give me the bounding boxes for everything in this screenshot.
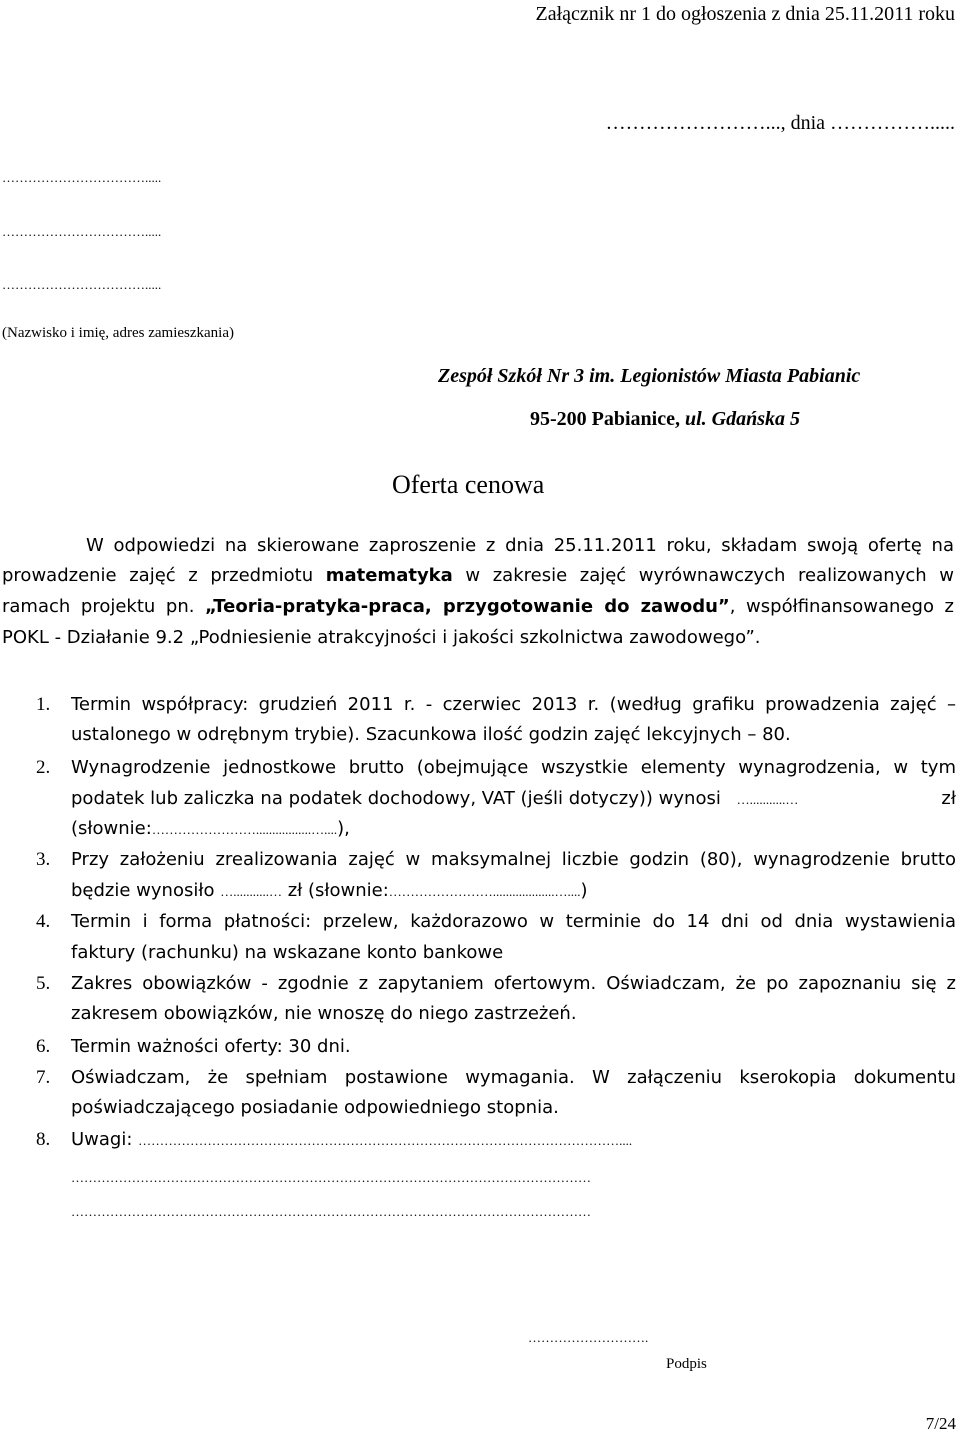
page-title: Oferta cenowa [392, 470, 545, 499]
subject-name: matematyka [325, 565, 453, 586]
item-number: 2. [36, 757, 51, 778]
item-number: 3. [36, 849, 51, 870]
words-close: ) [580, 880, 588, 901]
item-4-line-1 [71, 911, 956, 933]
recipient-address-prefix: 95-200 Pabianice, [530, 408, 685, 430]
currency-label: zł [941, 788, 956, 809]
remarks-dots-3: ………………………………………………………………………………………………………… [71, 1204, 591, 1219]
item-5-text-1: Zakres obowiązków - zgodnie z zapytaniem ofertowym. Oświadczam, że po zapoznaniu się z [71, 973, 956, 994]
item-7-line-2: poświadczającego posiadanie odpowiedniego stopnia. [71, 1097, 559, 1118]
address-line-1: ……………………………..... [2, 170, 162, 185]
signature-label: Podpis [666, 1356, 707, 1372]
words-dots: ……………………...................….... [388, 884, 581, 899]
item-number: 1. [36, 694, 51, 715]
item-1-text-1: Termin współpracy: grudzień 2011 r. - czerwiec 2013 r. (według grafiku prowadzenia zajęć – [71, 694, 956, 715]
address-line-2: ……………………………..... [2, 224, 162, 239]
address-line-3: ……………………………..... [2, 277, 162, 292]
item-2-line-2 [71, 788, 956, 811]
words-label: (słownie: [71, 818, 152, 839]
intro-text-3b: , współfinansowanego z [729, 596, 954, 617]
intro-line-3 [2, 596, 954, 618]
item-2-text-1: Wynagrodzenie jednostkowe brutto (obejmujące wszystkie elementy wynagrodzenia, w tym [71, 757, 956, 778]
item-2-line-3 [71, 818, 956, 841]
item-number: 6. [36, 1036, 51, 1057]
item-5-line-1 [71, 973, 956, 995]
recipient-address-street: ul. Gdańska 5 [685, 408, 801, 430]
item-3-text-1: Przy założeniu zrealizowania zajęć w maksymalnej liczbie godzin (80), wynagrodzenie brutto [71, 849, 956, 870]
intro-line-4: POKL - Działanie 9.2 „Podniesienie atrakcyjności i jakości szkolnictwa zawodowego”. [2, 627, 761, 648]
item-6-line-1: Termin ważności oferty: 30 dni. [71, 1036, 351, 1057]
intro-line-2 [2, 565, 954, 587]
item-number: 7. [36, 1067, 51, 1088]
amount-dots: …...........… [736, 792, 799, 807]
item-1-line-1 [71, 694, 956, 716]
remarks-label: Uwagi: [71, 1129, 133, 1150]
item-5-line-2: zakresem obowiązków, nie wnoszę do niego zastrzeżeń. [71, 1003, 577, 1024]
item-3-line-2 [71, 880, 956, 903]
intro-line-1 [86, 535, 954, 557]
item-number: 4. [36, 911, 51, 932]
item-number: 8. [36, 1129, 51, 1150]
item-3-text-2: będzie wynosiło [71, 880, 215, 901]
signature-line: ………………………. [528, 1330, 649, 1345]
intro-text-2a: prowadzenie zajęć z przedmiotu [2, 565, 326, 586]
item-8-line-1 [71, 1129, 956, 1152]
remarks-dots-1: ………………………………………………………………………………………………….... [138, 1133, 633, 1148]
item-2-text-2: podatek lub zaliczka na podatek dochodowy, VAT (jeśli dotyczy)) wynosi [71, 788, 721, 809]
item-7-text-1: Oświadczam, że spełniam postawione wymagania. W załączeniu kserokopia dokumentu [71, 1067, 956, 1088]
page-number: 7/24 [925, 1414, 956, 1433]
item-4-line-2: faktury (rachunku) na wskazane konto bankowe [71, 942, 504, 963]
intro-text-2b: w zakresie zajęć wyrównawczych realizowanych w [452, 565, 954, 586]
address-caption: (Nazwisko i imię, adres zamieszkania) [2, 325, 234, 341]
words-close: ), [337, 818, 350, 839]
intro-text-3a: ramach projektu pn. [2, 596, 206, 617]
currency-words-label: zł (słownie: [287, 880, 389, 901]
recipient-name: Zespół Szkół Nr 3 im. Legionistów Miasta Pabianic [438, 365, 861, 387]
project-name: „Teoria-pratyka-praca, przygotowanie do zawodu” [205, 596, 730, 617]
intro-text-1: W odpowiedzi na skierowane zaproszenie z dnia 25.11.2011 roku, składam swoją ofertę na [86, 535, 954, 556]
item-number: 5. [36, 973, 51, 994]
words-dots: …………………….................….... [151, 822, 338, 837]
item-7-line-1 [71, 1067, 956, 1089]
item-1-line-2: ustalonego w odrębnym trybie). Szacunkowa ilość godzin zajęć lekcyjnych – 80. [71, 724, 791, 745]
annex-note: Załącznik nr 1 do ogłoszenia z dnia 25.11.2011 roku [535, 3, 955, 25]
item-2-line-1 [71, 757, 956, 779]
item-4-text-1: Termin i forma płatności: przelew, każdorazowo w terminie do 14 dni od dnia wystawienia [71, 911, 956, 932]
place-date-line: ……………………..., dnia ……………..... [605, 112, 955, 134]
remarks-dots-2: ………………………………………………………………………………………………………… [71, 1170, 591, 1185]
item-3-line-1 [71, 849, 956, 871]
amount-dots: …...........… [220, 884, 282, 899]
recipient-address [530, 408, 800, 431]
